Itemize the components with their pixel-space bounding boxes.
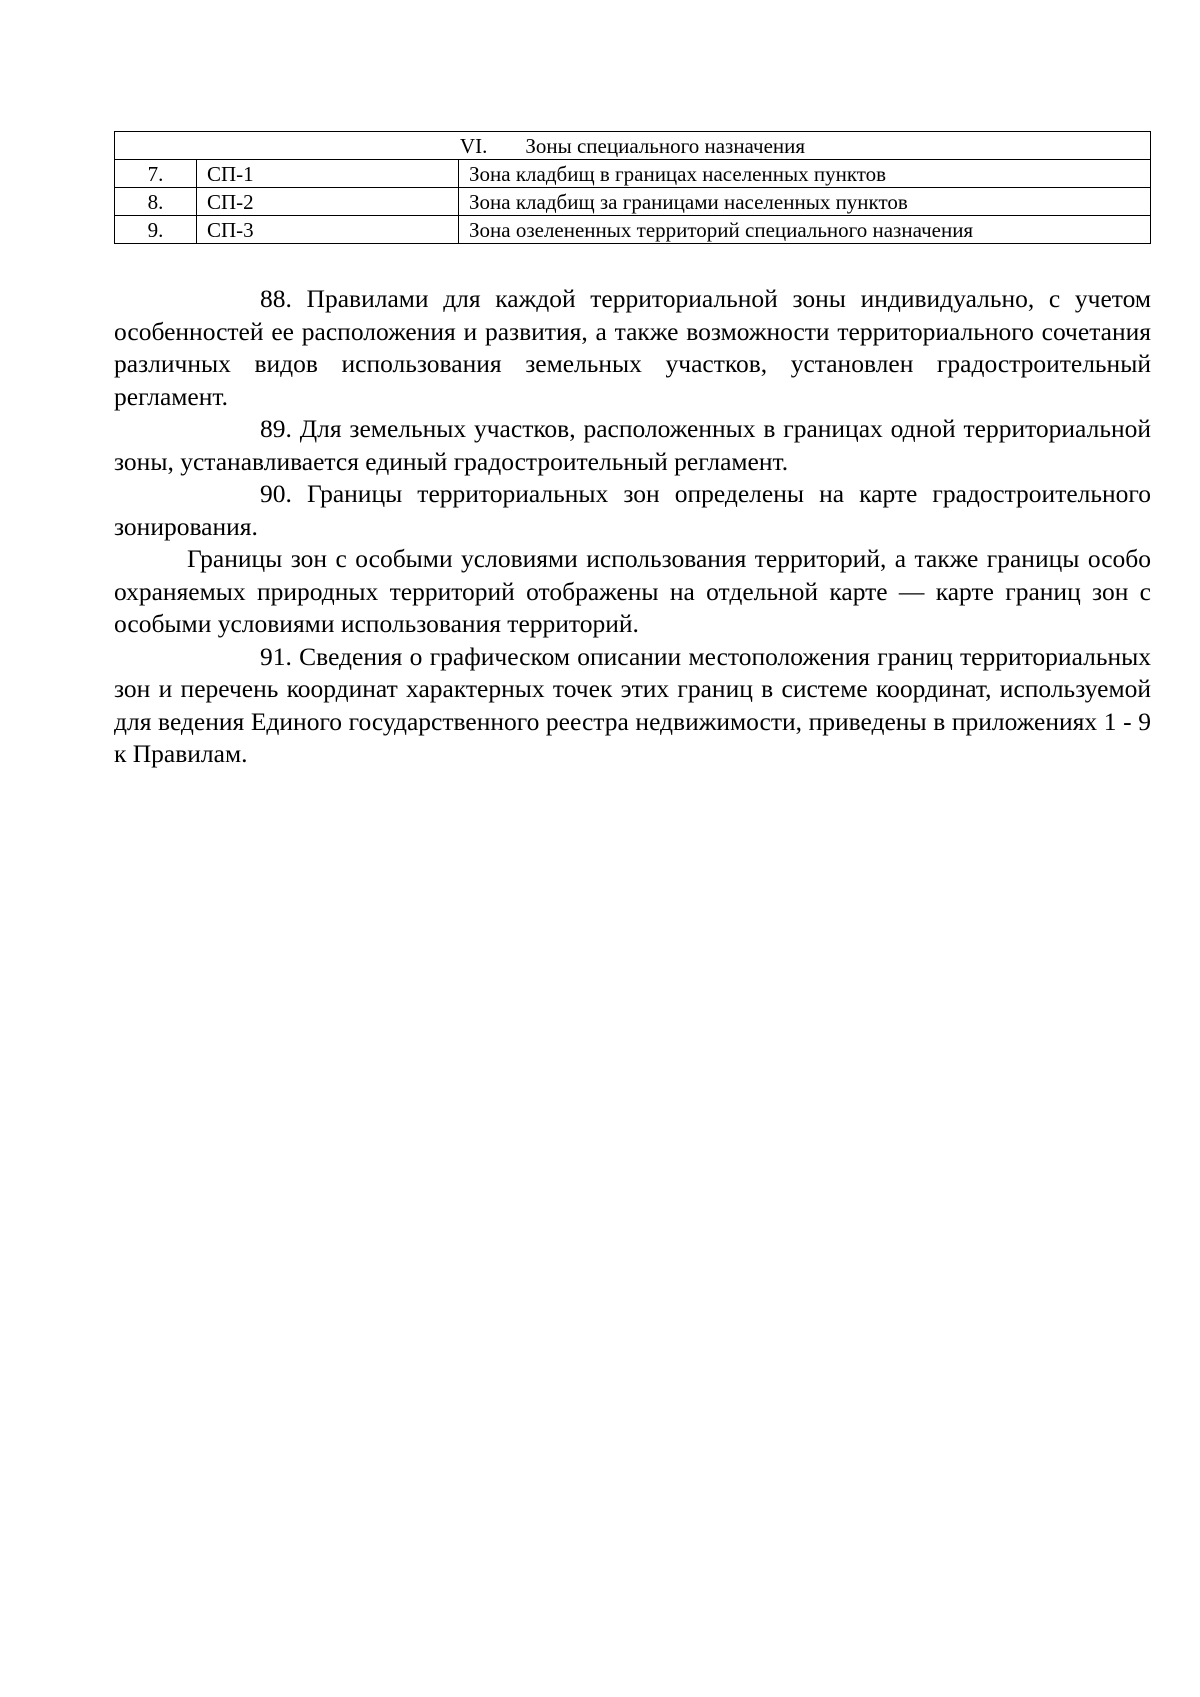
paragraph-89	[114, 413, 1151, 478]
paragraph-90	[114, 478, 1151, 543]
section-roman-numeral: VI.	[459, 133, 488, 158]
table-row	[115, 160, 1151, 188]
table-section-row	[115, 132, 1151, 160]
paragraph-text: Для земельных участков, расположенных в границах одной территориальной зоны, устанавливается единый градостроительный регламент.	[114, 414, 1151, 476]
zone-code-cell: СП-3	[197, 216, 459, 244]
paragraph-90-continued	[114, 543, 1151, 641]
row-number-cell: 8.	[115, 188, 197, 216]
zone-code-cell: СП-2	[197, 188, 459, 216]
zones-table	[114, 131, 1151, 244]
row-number-cell: 9.	[115, 216, 197, 244]
body-text	[114, 283, 1151, 771]
section-title: Зоны специального назначения	[525, 133, 806, 158]
table-row	[115, 216, 1151, 244]
zone-name-cell: Зона озелененных территорий специального назначения	[459, 216, 1151, 244]
paragraph-number: 89.	[260, 414, 292, 443]
paragraph-number: 88.	[260, 284, 292, 313]
paragraph-88	[114, 283, 1151, 413]
paragraph-text: Правилами для каждой территориальной зоны индивидуально, с учетом особенностей ее расположения и развития, а также возможности территориального сочетания различных видов использования земельных участков, установлен градостроительный регламент.	[114, 284, 1151, 411]
zone-code-cell: СП-1	[197, 160, 459, 188]
zone-name-cell: Зона кладбищ в границах населенных пунктов	[459, 160, 1151, 188]
zone-name-cell: Зона кладбищ за границами населенных пунктов	[459, 188, 1151, 216]
paragraph-text: Границы зон с особыми условиями использования территорий, а также границы особо охраняемых природных территорий отображены на отдельной карте — карте границ зон с особыми условиями использования территорий.	[114, 544, 1151, 638]
paragraph-91	[114, 641, 1151, 771]
table-row	[115, 188, 1151, 216]
paragraph-number: 91.	[260, 641, 292, 671]
paragraph-text: Сведения о графическом описании местоположения границ территориальных зон и перечень координат характерных точек этих границ в системе координат, используемой для ведения Единого государственного реестра недвижимости, приведены в приложениях 1 - 9 к Правилам.	[114, 641, 1152, 768]
paragraph-text: Границы территориальных зон определены на карте градостроительного зонирования.	[114, 479, 1151, 541]
paragraph-number: 90.	[260, 479, 292, 508]
section-heading-cell	[115, 132, 1151, 160]
row-number-cell: 7.	[115, 160, 197, 188]
